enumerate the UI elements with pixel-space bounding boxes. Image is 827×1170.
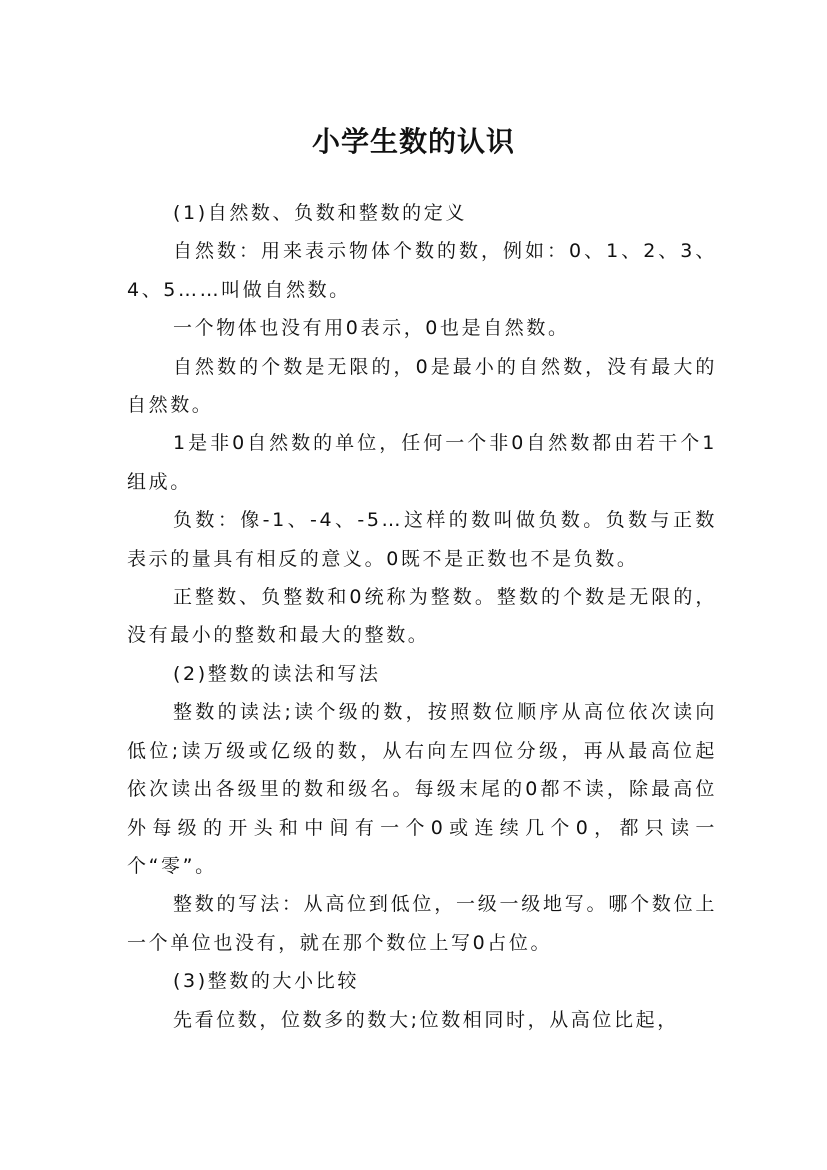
paragraph-natural-number-definition: 自然数：用来表示物体个数的数，例如：0、1、2、3、4、5……叫做自然数。 [127, 240, 717, 301]
paragraph-comparison-rule: 先看位数，位数多的数大;位数相同时，从高位比起， [173, 1008, 679, 1031]
document-body [127, 194, 717, 1039]
paragraph-unit-one: 1是非0自然数的单位，任何一个非0自然数都由若干个1组成。 [127, 432, 717, 493]
section-heading-definitions: (1)自然数、负数和整数的定义 [173, 202, 467, 224]
paragraph-natural-number-infinite: 自然数的个数是无限的，0是最小的自然数，没有最大的自然数。 [127, 355, 717, 417]
section-heading-reading-writing: (2)整数的读法和写法 [173, 662, 381, 685]
paragraph-integers: 正整数、负整数和0统称为整数。整数的个数是无限的，没有最小的整数和最大的整数。 [127, 586, 717, 647]
document-title: 小学生数的认识 [311, 124, 515, 158]
paragraph-zero-is-natural: 一个物体也没有用0表示，0也是自然数。 [173, 317, 570, 340]
paragraph-writing-integers: 整数的写法：从高位到低位，一级一级地写。哪个数位上一个单位也没有，就在那个数位上写0占位。 [127, 893, 717, 954]
paragraph-reading-integers: 整数的读法;读个级的数，按照数位顺序从高位依次读向低位;读万级或亿级的数，从右向左四位分级，再从最高位起依次读出各级里的数和级名。每级末尾的0都不读，除最高位外每级的开头和中间有一个0或连续几个0，都只读一个“零”。 [127, 701, 717, 877]
section-heading-comparison: (3)整数的大小比较 [173, 970, 359, 993]
paragraph-negative-numbers: 负数：像-1、-4、-5…这样的数叫做负数。负数与正数表示的量具有相反的意义。0既不是正数也不是负数。 [127, 509, 717, 570]
